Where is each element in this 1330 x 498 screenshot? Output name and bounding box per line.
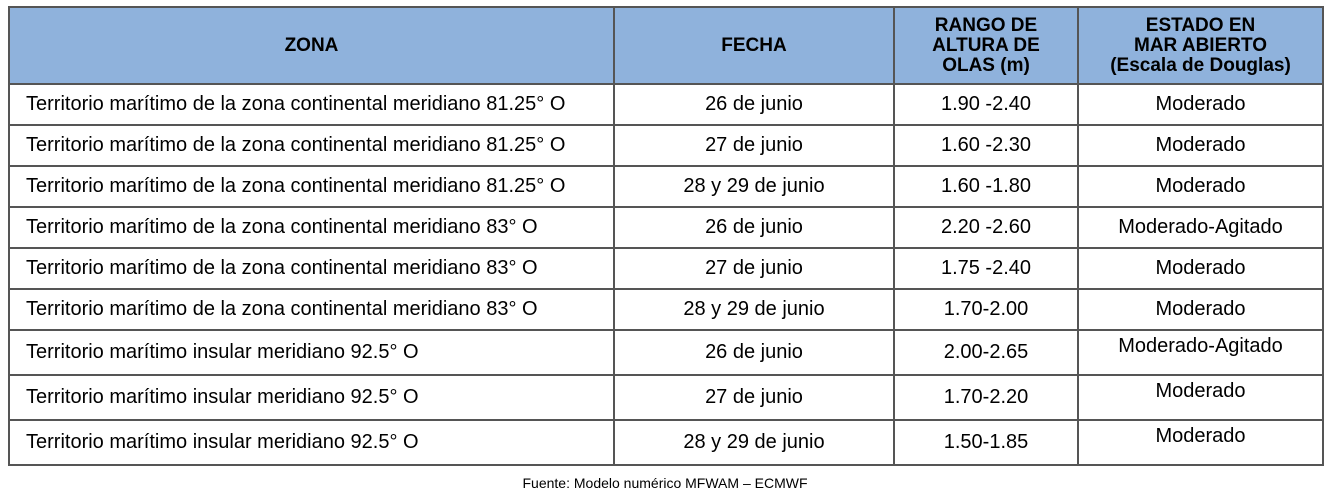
cell-fecha: 28 y 29 de junio xyxy=(614,420,894,465)
table-row xyxy=(9,248,1323,289)
cell-zona: Territorio marítimo de la zona continental meridiano 81.25° O xyxy=(9,166,614,207)
cell-zona: Territorio marítimo de la zona continental meridiano 83° O xyxy=(9,248,614,289)
cell-fecha: 27 de junio xyxy=(614,375,894,420)
cell-zona: Territorio marítimo insular meridiano 92.5° O xyxy=(9,420,614,465)
cell-rango: 1.90 -2.40 xyxy=(894,84,1078,125)
cell-estado: Moderado xyxy=(1078,289,1323,330)
header-rango-line-3: OLAS (m) xyxy=(942,54,1030,76)
cell-estado: Moderado-Agitado xyxy=(1078,330,1323,375)
table-row xyxy=(9,84,1323,125)
header-rango-line-1: RANGO DE xyxy=(934,14,1038,36)
cell-zona: Territorio marítimo insular meridiano 92.5° O xyxy=(9,375,614,420)
cell-fecha: 26 de junio xyxy=(614,84,894,125)
cell-rango: 1.75 -2.40 xyxy=(894,248,1078,289)
cell-fecha: 26 de junio xyxy=(614,330,894,375)
cell-fecha: 28 y 29 de junio xyxy=(614,166,894,207)
header-zona: ZONA xyxy=(9,7,614,84)
header-fecha: FECHA xyxy=(614,7,894,84)
cell-zona: Territorio marítimo de la zona continental meridiano 81.25° O xyxy=(9,125,614,166)
cell-fecha: 26 de junio xyxy=(614,207,894,248)
cell-estado: Moderado xyxy=(1078,166,1323,207)
table-row xyxy=(9,330,1323,375)
cell-rango: 2.00-2.65 xyxy=(894,330,1078,375)
cell-estado: Moderado xyxy=(1078,248,1323,289)
cell-zona: Territorio marítimo de la zona continental meridiano 83° O xyxy=(9,207,614,248)
cell-zona: Territorio marítimo de la zona continental meridiano 81.25° O xyxy=(9,84,614,125)
cell-fecha: 27 de junio xyxy=(614,125,894,166)
table-row xyxy=(9,289,1323,330)
header-estado-line-1: ESTADO EN xyxy=(1145,14,1256,36)
cell-fecha: 28 y 29 de junio xyxy=(614,289,894,330)
source-note: Fuente: Modelo numérico MFWAM – ECMWF xyxy=(522,475,808,491)
cell-estado: Moderado xyxy=(1078,375,1323,420)
cell-zona: Territorio marítimo insular meridiano 92.5° O xyxy=(9,330,614,375)
cell-estado: Moderado xyxy=(1078,125,1323,166)
cell-rango: 1.60 -1.80 xyxy=(894,166,1078,207)
header-estado-line-2: MAR ABIERTO xyxy=(1134,34,1267,56)
header-rango-line-2: ALTURA DE xyxy=(932,34,1040,56)
table-row xyxy=(9,420,1323,465)
cell-fecha: 27 de junio xyxy=(614,248,894,289)
cell-zona: Territorio marítimo de la zona continental meridiano 83° O xyxy=(9,289,614,330)
header-rango xyxy=(894,7,1078,84)
table-row xyxy=(9,166,1323,207)
cell-rango: 1.50-1.85 xyxy=(894,420,1078,465)
header-estado-line-3: (Escala de Douglas) xyxy=(1110,54,1291,76)
table-row xyxy=(9,125,1323,166)
wave-forecast-table xyxy=(8,6,1324,466)
cell-rango: 1.70-2.00 xyxy=(894,289,1078,330)
cell-estado: Moderado xyxy=(1078,420,1323,465)
table-row xyxy=(9,207,1323,248)
cell-rango: 1.60 -2.30 xyxy=(894,125,1078,166)
cell-rango: 1.70-2.20 xyxy=(894,375,1078,420)
cell-rango: 2.20 -2.60 xyxy=(894,207,1078,248)
cell-estado: Moderado-Agitado xyxy=(1078,207,1323,248)
header-estado xyxy=(1078,7,1323,84)
cell-estado: Moderado xyxy=(1078,84,1323,125)
table-row xyxy=(9,375,1323,420)
header-row xyxy=(9,7,1323,84)
